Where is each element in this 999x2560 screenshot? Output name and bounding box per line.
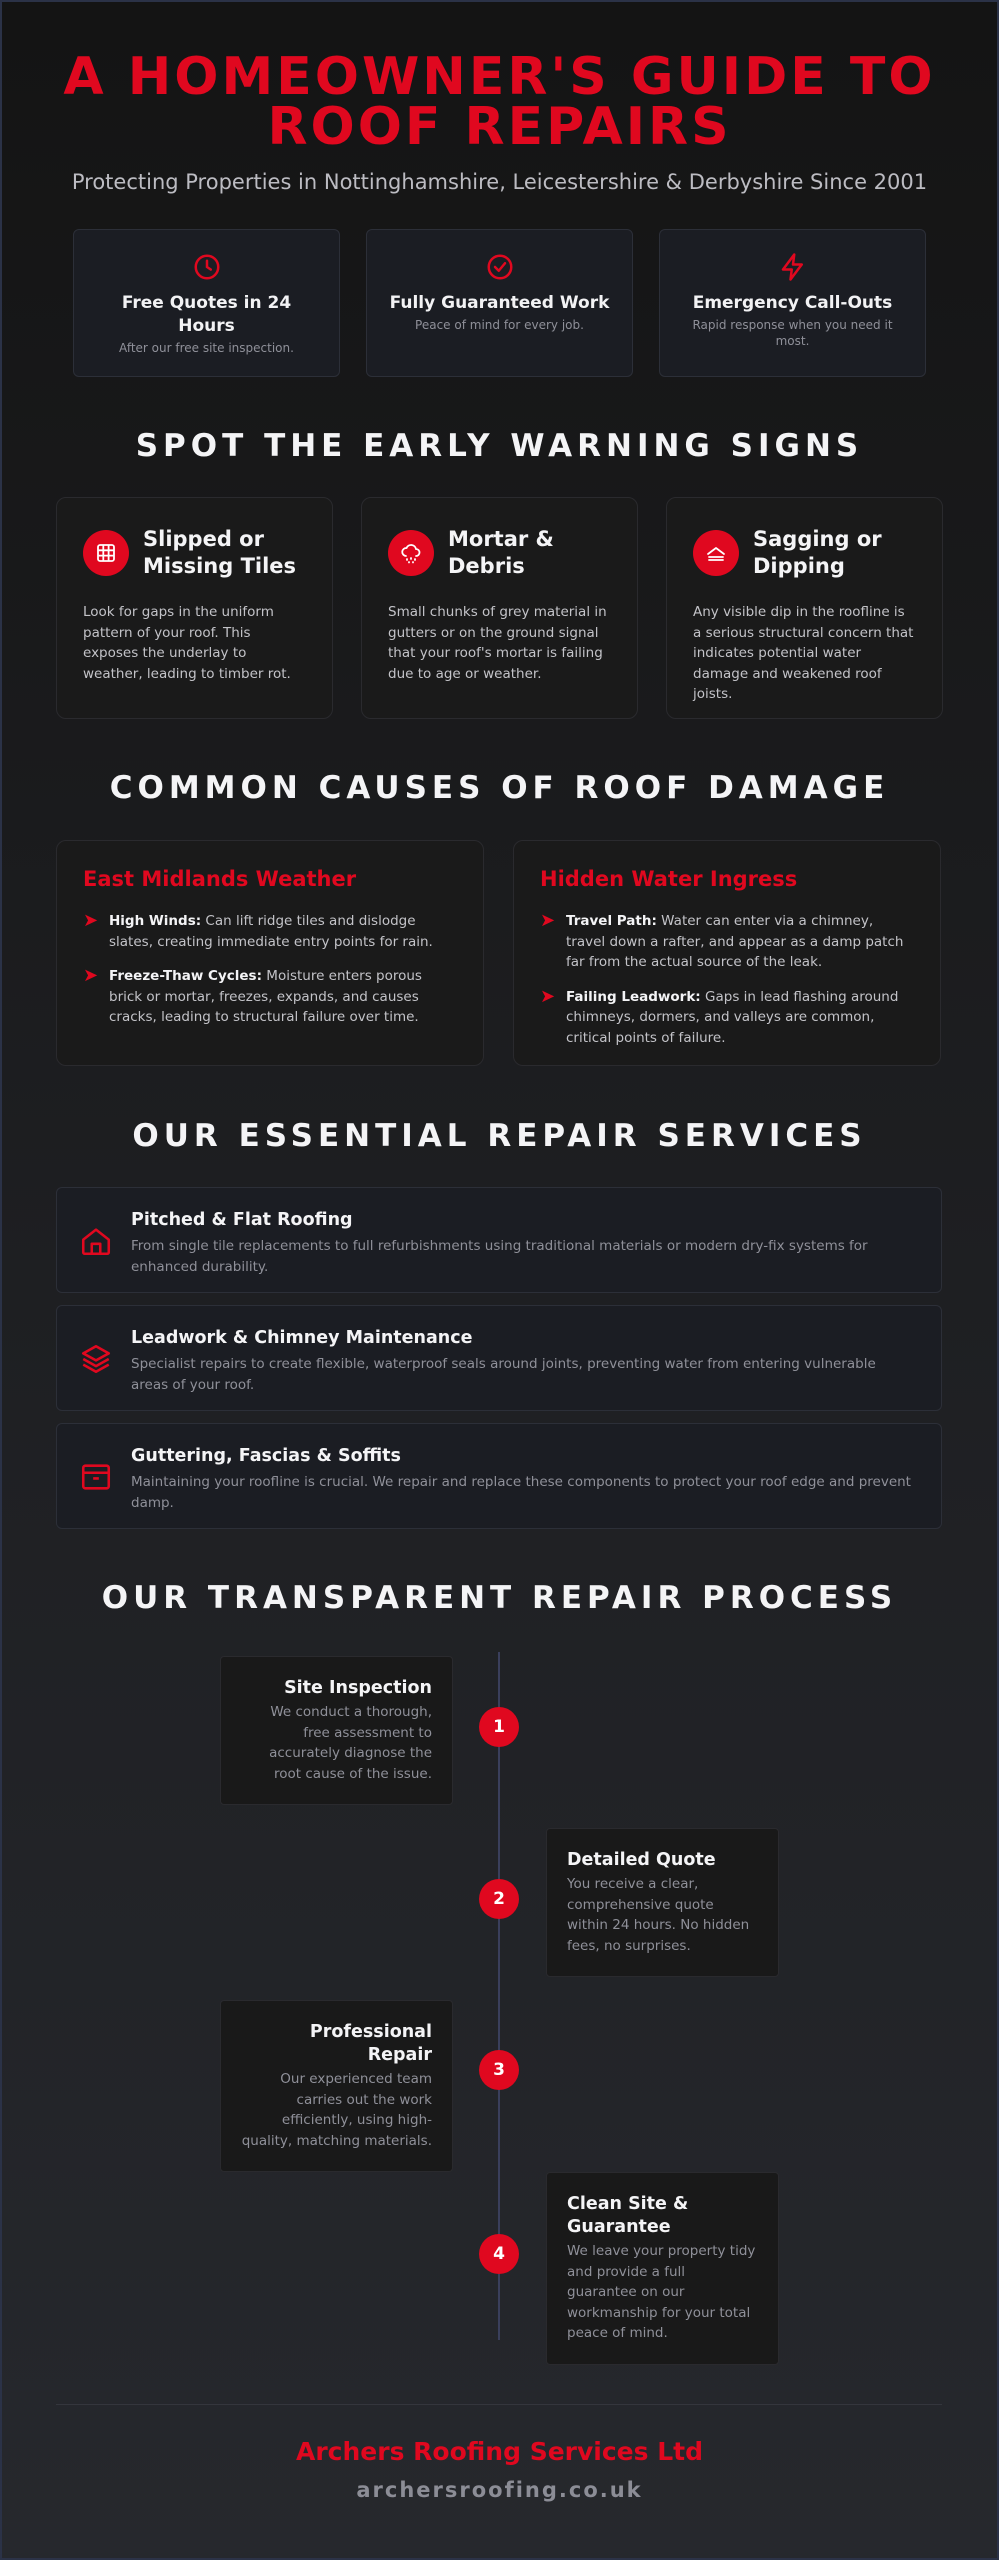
step-desc: We leave your property tidy and provide a full guarantee on our workmanship for your total peace of mind. [567,2243,756,2341]
footer-company-name: Archers Roofing Services Ltd [296,2437,703,2466]
feature-card-guaranteed [366,229,633,377]
section-heading-warning-signs: SPOT THE EARLY WARNING SIGNS [135,428,864,464]
warning-title: Mortar & Debris [448,527,554,578]
cause-title: Hidden Water Ingress [540,867,798,891]
cause-title: East Midlands Weather [83,867,357,891]
layers-icon [79,1342,113,1376]
service-title: Pitched & Flat Roofing [131,1210,353,1230]
service-title: Guttering, Fascias & Soffits [131,1446,401,1466]
debris-cloud-icon [388,530,434,576]
arrow-right-icon: ➤ [83,910,99,931]
feature-title: Free Quotes in 24 Hours [121,293,292,336]
step-desc: Our experienced team carries out the work efficiently, using high-quality, matching materials. [241,2071,432,2149]
service-desc: Specialist repairs to create flexible, waterproof seals around joints, preventing water from entering vulnerable areas of your roof. [131,1356,876,1393]
service-desc: From single tile replacements to full refurbishments using traditional materials or modern dry-fix systems for enhanced durability. [131,1238,868,1275]
warning-title: Sagging or Dipping [753,527,882,578]
service-desc: Maintaining your roofline is crucial. We repair and replace these components to protect your roof edge and prevent damp. [131,1474,911,1511]
section-heading-process: OUR TRANSPARENT REPAIR PROCESS [101,1580,898,1616]
cause-item-text: Can lift ridge tiles and dislodge slates, creating immediate entry points for rain. [109,913,433,950]
page-title-line-1: A HOMEOWNER'S GUIDE TO [63,47,936,107]
step-number-2: 2 [479,1879,519,1919]
feature-desc: Rapid response when you need it most. [692,318,893,348]
process-step-card-2 [546,1828,779,1977]
step-title: Site Inspection [284,1678,432,1698]
section-heading-causes: COMMON CAUSES OF ROOF DAMAGE [109,770,890,806]
cause-card-water-ingress [513,840,941,1066]
feature-card-free-quotes [73,229,340,377]
service-title: Leadwork & Chimney Maintenance [131,1328,473,1348]
service-card-leadwork [56,1305,942,1411]
cause-item-label: Freeze-Thaw Cycles: [109,968,262,984]
page-subtitle: Protecting Properties in Nottinghamshire, Leicestershire & Derbyshire Since 2001 [71,170,928,194]
cause-item-text: Gaps in lead flashing around chimneys, dormers, and valleys are common, critical points of failure. [566,988,899,1046]
cause-item [540,987,914,1049]
arrow-right-icon: ➤ [83,965,99,986]
warning-card-mortar [361,497,638,719]
section-heading-services: OUR ESSENTIAL REPAIR SERVICES [132,1118,867,1154]
feature-desc: After our free site inspection. [119,341,294,355]
step-title: Detailed Quote [567,1850,716,1870]
warning-desc: Small chunks of grey material in gutters or on the ground signal that your roof's mortar is failing due to age or weather. [388,604,607,682]
feature-title: Emergency Call-Outs [692,293,893,313]
warning-title: Slipped or Missing Tiles [143,527,297,578]
tile-grid-icon [83,530,129,576]
warning-card-sagging [666,497,943,719]
step-number-3: 3 [479,2050,519,2090]
house-icon [79,1224,113,1258]
process-step-card-1 [220,1656,453,1805]
feature-card-emergency [659,229,926,377]
cause-card-weather [56,840,484,1066]
page-title-line-2: ROOF REPAIRS [267,97,732,157]
cause-item [540,911,914,973]
warning-desc: Look for gaps in the uniform pattern of your roof. This exposes the underlay to weather, leading to timber rot. [83,604,291,682]
clock-icon [192,252,222,282]
process-step-card-3 [220,2000,453,2172]
feature-desc: Peace of mind for every job. [415,318,584,332]
step-title: Clean Site & Guarantee [567,2194,689,2237]
service-card-roofing [56,1187,942,1293]
cause-item-text: Water can enter via a chimney, travel down a rafter, and appear as a damp patch far from the actual source of the leak. [566,913,904,970]
footer-divider [56,2404,942,2405]
step-desc: You receive a clear, comprehensive quote within 24 hours. No hidden fees, no surprises. [567,1876,750,1954]
service-card-guttering [56,1423,942,1529]
arrow-right-icon: ➤ [540,985,556,1007]
step-title: Professional Repair [309,2022,432,2065]
step-number-4: 4 [479,2234,519,2274]
cause-item-label: Failing Leadwork: [566,988,701,1005]
cause-item [83,911,457,952]
arrow-right-icon: ➤ [540,910,556,931]
step-desc: We conduct a thorough, free assessment to accurately diagnose the root cause of the issue. [269,1704,432,1782]
feature-title: Fully Guaranteed Work [389,293,610,313]
page-title [0,47,999,157]
lightning-icon [778,252,808,282]
cause-item-label: High Winds: [109,913,202,929]
step-number-1: 1 [479,1707,519,1747]
cause-item-text: Moisture enters porous brick or mortar, freezes, expands, and causes cracks, leading to structural failure over time. [109,968,422,1025]
cause-item-label: Travel Path: [566,913,657,929]
cause-item [83,966,457,1028]
archive-box-icon [79,1460,113,1494]
warning-card-tiles [56,497,333,719]
sagging-roof-icon [693,530,739,576]
footer-website-link[interactable]: archersroofing.co.uk [356,2478,643,2502]
check-circle-icon [485,252,515,282]
warning-desc: Any visible dip in the roofline is a serious structural concern that indicates potential water damage and weakened roof joists. [693,604,914,702]
process-step-card-4 [546,2172,779,2365]
